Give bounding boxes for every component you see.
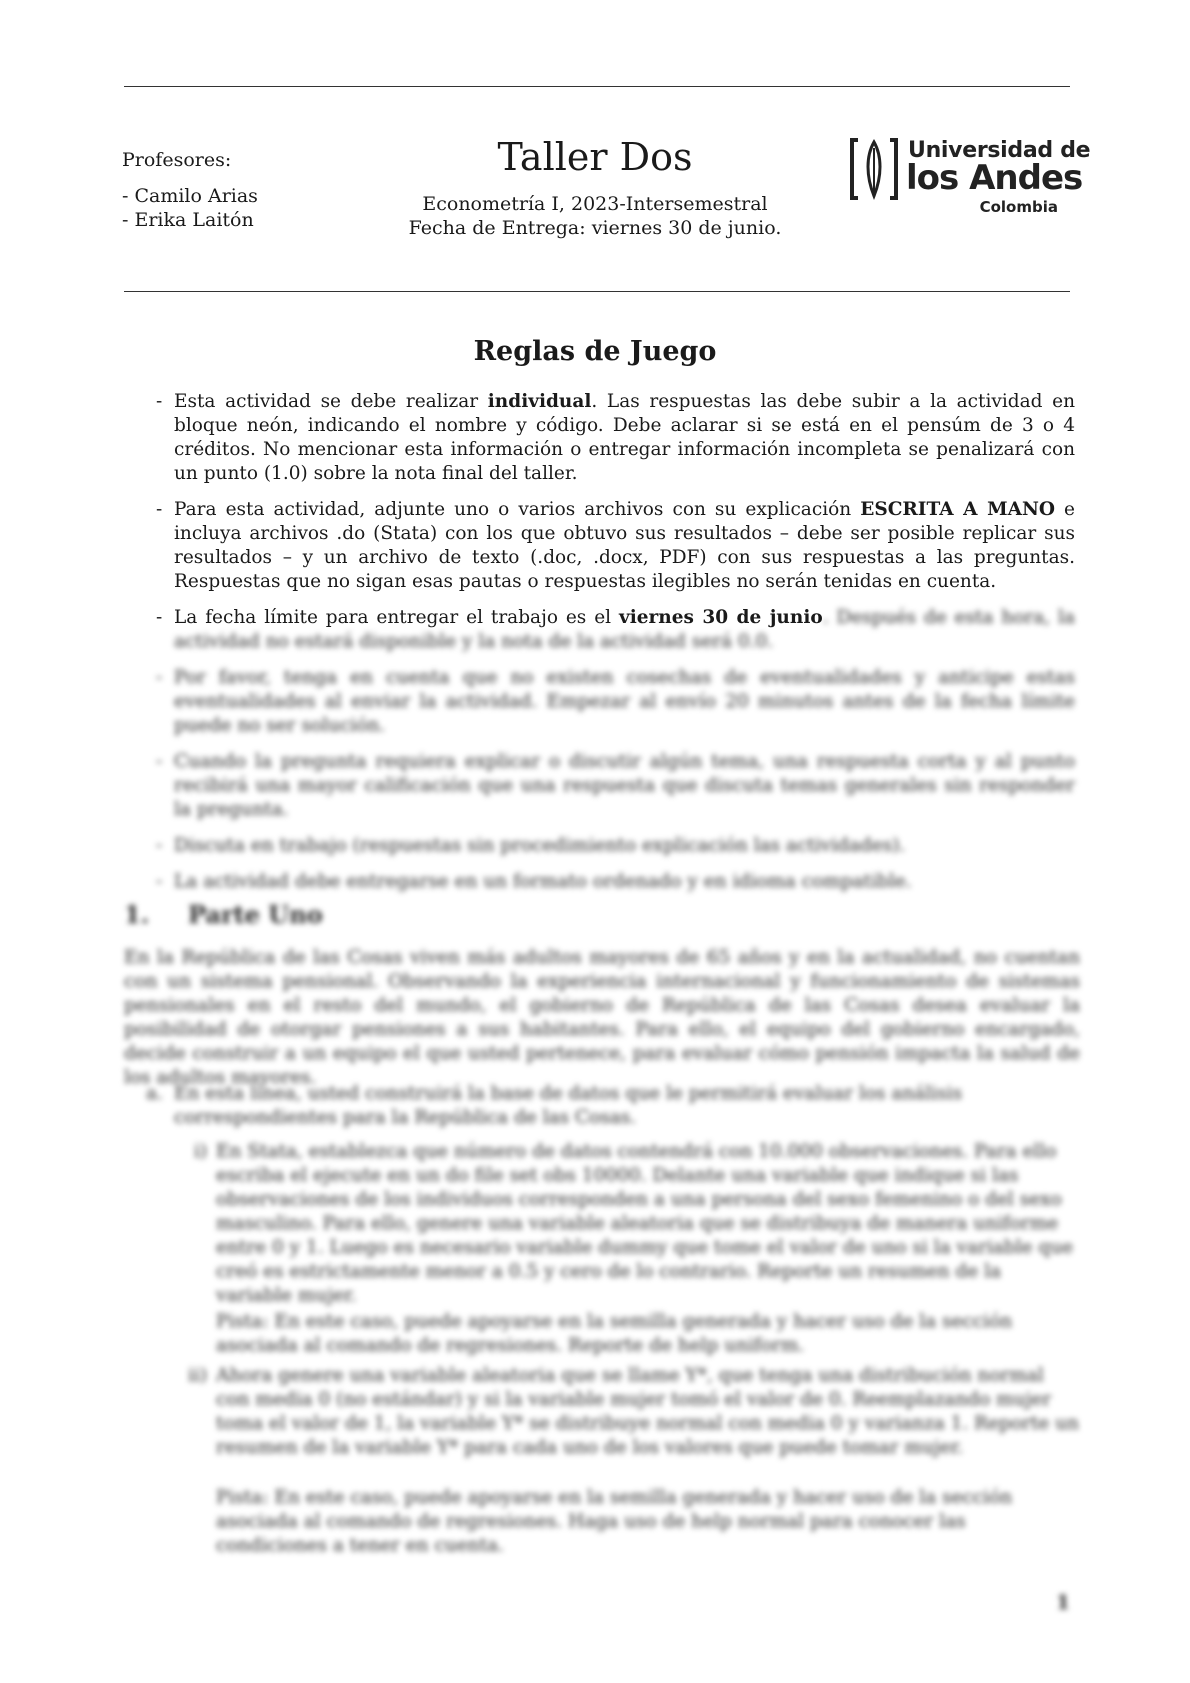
question-a-i-text: En Stata, establezca que número de datos contendrá con 10.000 observaciones. Para ello escriba el ejecute en un do file set obs 10000. Delante una variable que indique si las observaciones de los individuos corresponden a una persona del sexo femenino o del sexo masculino. Para ello, genere una variable aleatoria que se distribuya de manera uniforme entre 0 y 1. Luego es necesario variable dummy que tome el valor de uno si la variable que creó es estrictamente menor a 0.5 y cero de lo contrario. Reporte un resumen de la variable mujer.	[216, 1141, 1074, 1306]
question-a-i-marker: i)	[194, 1141, 208, 1162]
question-a-text: En esta línea, usted construirá la base de datos que le permitirá evaluar los análisis correspondientes para la República de las Cosas.	[174, 1083, 963, 1128]
logo-text-line3: Colombia	[979, 198, 1058, 216]
professors-block	[122, 148, 258, 232]
professor-name: - Erika Laitón	[122, 209, 254, 231]
header-top-rule	[124, 86, 1070, 87]
logo-text-line2: los Andes	[906, 158, 1083, 198]
rule-item: - La fecha límite para entregar el trabajo es el viernes 30 de junio. Después de esta hora, la actividad no estará disponible y la nota de la actividad será 0.0.	[156, 607, 1076, 652]
logo-text-line1: Universidad de	[908, 138, 1091, 163]
question-a-i	[194, 1140, 1080, 1308]
due-date-line: Fecha de Entrega: viernes 30 de junio.	[408, 217, 782, 239]
logo-emblem-icon	[848, 136, 900, 202]
page-number: 1	[1056, 1590, 1070, 1614]
rule-item: - Para esta actividad, adjunte uno o varios archivos con su explicación ESCRITA A MANO e incluya archivos .do (Stata) con los que obtuvo sus resultados – debe ser posible replicar sus resultados – y un archivo de texto (.doc, .docx, PDF) con sus respuestas a las preguntas. Respuestas que no sigan esas pautas o respuestas ilegibles no serán tenidas en cuenta.	[156, 499, 1075, 592]
rule-item: - Discuta en trabajo (respuestas sin procedimiento explicación las actividades).	[156, 835, 906, 856]
rule-item: - Por favor, tenga en cuenta que no existen cosechas de eventualidades y anticipe estas eventualidades al enviar la actividad. Empezar al envío 20 minutos antes de la fecha límite puede no ser solución.	[156, 667, 1075, 736]
part-one-intro: En la República de las Cosas viven más adultos mayores de 65 años y en la actualidad, no cuentan con un sistema pensional. Observando la experiencia internacional y funcionamiento de sistemas pensionales en el resto del mundo, el gobierno de República de las Cosas desea evaluar la posibilidad de otorgar pensiones a sus habitantes. Para ello, el equipo del gobierno encargado, decide construir a un equipo el que usted pertenece, para evaluar cómo pensión impacta la salud de los adultos mayores.	[124, 947, 1080, 1088]
document-title: Taller Dos	[497, 135, 693, 179]
header-bottom-rule	[124, 291, 1070, 292]
rules-list	[150, 390, 1075, 906]
rules-section-title: Reglas de Juego	[473, 336, 717, 367]
university-logo	[848, 136, 1091, 216]
hint-note-1: Pista: En este caso, puede apoyarse en la semilla generada y hacer uso de la sección asociada al comando de regresiones. Reporte de help uniform.	[216, 1311, 1013, 1356]
course-line: Econometría I, 2023-Intersemestral	[422, 193, 768, 215]
professors-label: Profesores:	[122, 149, 232, 171]
rule-item: - Cuando la pregunta requiera explicar o discutir algún tema, una respuesta corta y al punto recibirá una mayor calificación que una respuesta que discuta temas generales sin responder la pregunta.	[156, 751, 1075, 820]
part-one-title: Parte Uno	[188, 900, 323, 929]
question-a-ii-text: Ahora genere una variable aleatoria que se llame Y*, que tenga una distribución normal con media 0 (no estándar) y si la variable mujer tomó el valor de 0. Reemplazando mujer toma el valor de 1, la variable Y* se distribuye normal con media 0 y varianza 1. Reporte un resumen de la variable Y* para cada uno de los valores que puede tomar mujer.	[216, 1365, 1079, 1458]
title-block	[395, 134, 795, 240]
part-one-heading	[124, 900, 323, 929]
rule-item: - La actividad debe entregarse en un formato ordenado y en idioma compatible.	[156, 871, 912, 892]
rule-item: - Esta actividad se debe realizar individual. Las respuestas las debe subir a la actividad en bloque neón, indicando el nombre y código. Debe aclarar si se está en el pensúm de 3 o 4 créditos. No mencionar esta información o entregar información incompleta se penalizará con un punto (1.0) sobre la nota final del taller.	[156, 391, 1075, 484]
question-a	[146, 1082, 1080, 1130]
part-one-number: 1.	[124, 900, 150, 929]
question-a-ii-marker: ii)	[188, 1365, 208, 1386]
question-a-ii	[188, 1364, 1080, 1460]
hint-note-2: Pista: En este caso, puede apoyarse en la semilla generada y hacer uso de la sección asociada al comando de regresiones. Haga uso de help normal para conocer las condiciones a tener en cuenta.	[216, 1487, 1013, 1556]
question-a-marker: a.	[146, 1083, 163, 1104]
professor-name: - Camilo Arias	[122, 185, 258, 207]
